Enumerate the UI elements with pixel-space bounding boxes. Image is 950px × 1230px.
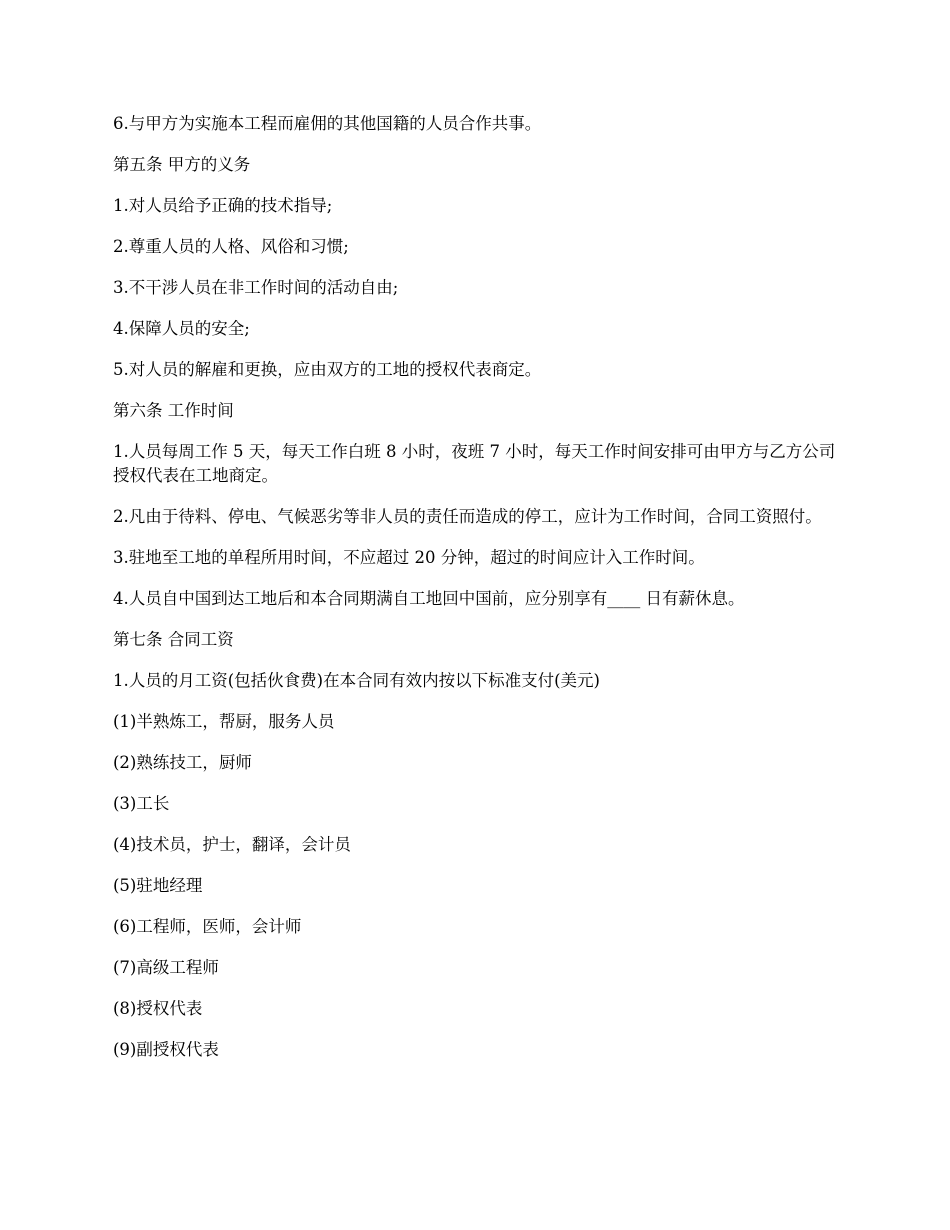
list-item-wage-6: (6)工程师，医师，会计师 — [113, 917, 302, 937]
heading-article-7: 第七条 合同工资 — [113, 630, 234, 650]
heading-article-5: 第五条 甲方的义务 — [113, 155, 251, 174]
list-item-wage-9: (9)副授权代表 — [113, 1040, 219, 1060]
paragraph-worktime-4: 4.人员自中国到达工地后和本合同期满自工地回中国前，应分别享有____ 日有薪休息。 — [113, 589, 745, 609]
paragraph-wage-intro: 1.人员的月工资(包括伙食费)在本合同有效内按以下标准支付(美元) — [113, 671, 600, 691]
paragraph-worktime-3: 3.驻地至工地的单程所用时间，不应超过 20 分钟，超过的时间应计入工作时间。 — [113, 548, 705, 568]
paragraph-worktime-1: 1.人员每周工作 5 天，每天工作白班 8 小时，夜班 7 小时，每天工作时间安排可由甲方与乙方公司授权代表在工地商定。 — [113, 442, 836, 486]
list-item-wage-2: (2)熟练技工，厨师 — [113, 753, 252, 773]
list-item-wage-1: (1)半熟炼工，帮厨，服务人员 — [113, 712, 335, 732]
list-item-wage-7: (7)高级工程师 — [113, 958, 219, 978]
heading-article-6: 第六条 工作时间 — [113, 401, 234, 420]
list-item-wage-4: (4)技术员，护士，翻译，会计员 — [113, 835, 351, 855]
paragraph-clause-6-cooperation: 6.与甲方为实施本工程而雇佣的其他国籍的人员合作共事。 — [113, 114, 542, 133]
paragraph-duty-1: 1.对人员给予正确的技术指导; — [113, 196, 333, 215]
list-item-wage-3: (3)工长 — [113, 794, 170, 814]
list-item-wage-8: (8)授权代表 — [113, 999, 203, 1019]
list-item-wage-5: (5)驻地经理 — [113, 876, 203, 896]
paragraph-duty-3: 3.不干涉人员在非工作时间的活动自由; — [113, 278, 399, 297]
paragraph-duty-4: 4.保障人员的安全; — [113, 319, 250, 338]
document-body — [113, 112, 839, 1079]
paragraph-duty-2: 2.尊重人员的人格、风俗和习惯; — [113, 237, 349, 256]
paragraph-worktime-2: 2.凡由于待料、停电、气候恶劣等非人员的责任而造成的停工，应计为工作时间，合同工资照付。 — [113, 507, 822, 527]
paragraph-duty-5: 5.对人员的解雇和更换，应由双方的工地的授权代表商定。 — [113, 360, 542, 379]
